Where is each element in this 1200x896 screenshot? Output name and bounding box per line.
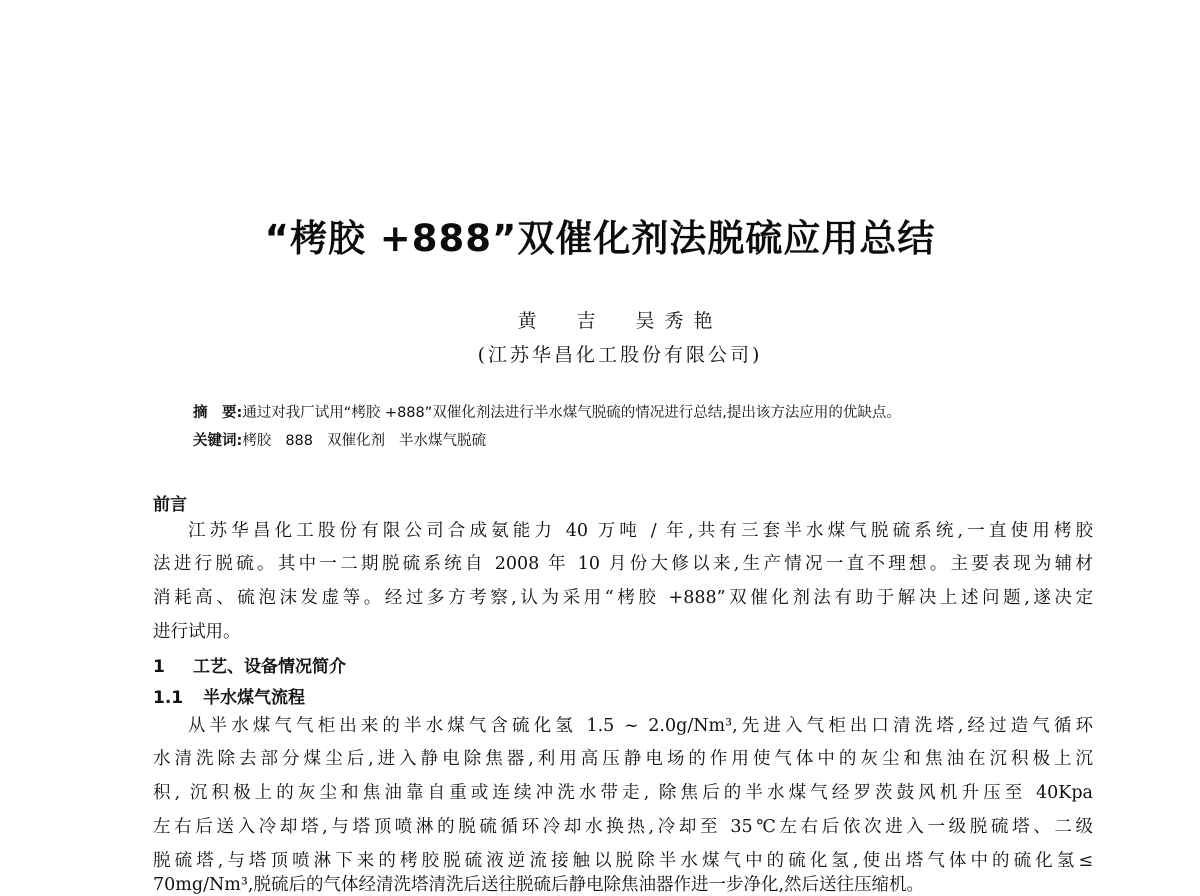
paragraph-line: 江苏华昌化工股份有限公司合成氨能力 40 万吨 / 年,共有三套半水煤气脱硫系统,一直使用栲胶 <box>188 521 1093 541</box>
paragraph-line: 左右后送入冷却塔,与塔顶喷淋的脱硫循环冷却水换热,冷却至 35℃左右后依次进入一级脱硫塔、二级 <box>153 817 1093 837</box>
section-number: 1 <box>153 657 165 677</box>
paragraph-line: 进行试用。 <box>153 622 241 642</box>
paragraph-line: 消耗高、硫泡沫发虚等。经过多方考察,认为采用“栲胶 +888”双催化剂法有助于解决上述问题,遂决定 <box>153 588 1093 608</box>
keyword-item: 栲胶 <box>242 433 272 449</box>
keyword-item: 半水煤气脱硫 <box>399 433 486 449</box>
paragraph-line: 积, 沉积极上的灰尘和焦油靠自重或连续冲洗水带走, 除焦后的半水煤气经罗茨鼓风机升压至 40Kpa <box>153 783 1093 803</box>
paper-affiliation: (江苏华昌化工股份有限公司) <box>477 344 763 366</box>
section-title: 工艺、设备情况简介 <box>193 657 346 677</box>
paragraph-line: 70mg/Nm³,脱硫后的气体经清洗塔清洗后送往脱硫后静电除焦油器作进一步净化,然后送往压缩机。 <box>153 875 925 895</box>
section-heading-1-1 <box>153 683 305 708</box>
section-heading-intro: 前言 <box>153 495 187 515</box>
paper-authors: 黄 吉 吴秀艳 <box>517 310 723 332</box>
section-heading-1 <box>153 652 346 677</box>
keyword-item: 双催化剂 <box>327 433 385 449</box>
keyword-item: 888 <box>285 433 313 449</box>
paragraph-line: 脱硫塔,与塔顶喷淋下来的栲胶脱硫液逆流接触以脱除半水煤气中的硫化氢,使出塔气体中的硫化氢≤ <box>153 851 1093 871</box>
keywords <box>193 429 486 450</box>
abstract <box>193 401 901 422</box>
keywords-label: 关键词: <box>193 433 243 449</box>
paragraph-line: 从半水煤气气柜出来的半水煤气含硫化氢 1.5 ~ 2.0g/Nm³,先进入气柜出口清洗塔,经过造气循环 <box>188 716 1093 736</box>
section-title: 半水煤气流程 <box>203 688 305 708</box>
paragraph-line: 水清洗除去部分煤尘后,进入静电除焦器,利用高压静电场的作用使气体中的灰尘和焦油在沉积极上沉 <box>153 749 1093 769</box>
paragraph-line: 法进行脱硫。其中一二期脱硫系统自 2008 年 10 月份大修以来,生产情况一直不理想。主要表现为辅材 <box>153 554 1093 574</box>
abstract-label: 摘 要: <box>193 405 243 421</box>
abstract-text: 通过对我厂试用“栲胶 +888”双催化剂法进行半水煤气脱硫的情况进行总结,提出该方法应用的优缺点。 <box>242 405 901 421</box>
paper-title: “栲胶 +888”双催化剂法脱硫应用总结 <box>264 217 936 260</box>
section-number: 1.1 <box>153 688 184 708</box>
